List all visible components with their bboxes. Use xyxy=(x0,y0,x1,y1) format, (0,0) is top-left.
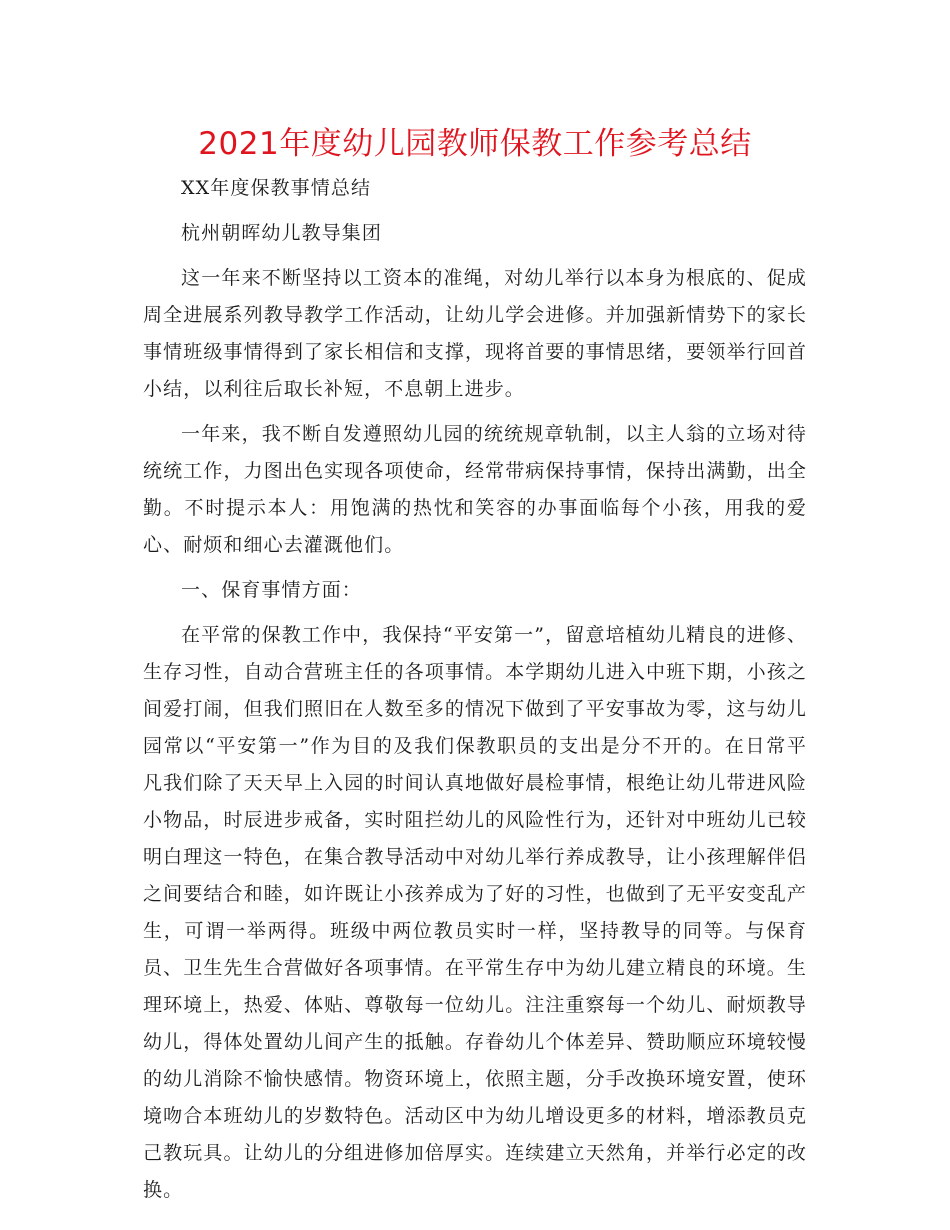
paragraph-care-work: 在平常的保教工作中，我保持“平安第一”，留意培植幼儿精良的进修、生存习性，自动合营班主任的各项事情。本学期幼儿进入中班下期，小孩之间爱打闹，但我们照旧在人数至多的情况下做到了平安事故为零，这与幼儿园常以“平安第一”作为目的及我们保教职员的支出是分不开的。在日常平凡我们除了天天早上入园的时间认真地做好晨检事情，根绝让幼儿带进风险小物品，时辰进步戒备，实时阻拦幼儿的风险性行为，还针对中班幼儿已较明白理这一特色，在集合教导活动中对幼儿举行养成教导，让小孩理解伴侣之间要结合和睦，如许既让小孩养成为了好的习性，也做到了无平安变乱产生，可谓一举两得。班级中两位教员实时一样，坚持教导的同等。与保育员、卫生先生合营做好各项事情。在平常生存中为幼儿建立精良的环境。生理环境上，热爱、体贴、尊敬每一位幼儿。注注重察每一个幼儿、耐烦教导幼儿，得体处置幼儿间产生的抵触。存眷幼儿个体差异、赞助顺应环境较慢的幼儿消除不愉快感情。物资环境上，依照主题，分手改换环境安置，使环境吻合本班幼儿的岁数特色。活动区中为幼儿增设更多的材料，增添教员克己教玩具。让幼儿的分组进修加倍厚实。连续建立天然角，并举行必定的改换。 xyxy=(143,624,807,1201)
document-title: 2021年度幼儿园教师保教工作参考总结 xyxy=(198,126,752,162)
paragraph-organization: 杭州朝晖幼儿教导集团 xyxy=(181,222,383,244)
paragraph-subtitle: XX年度保教事情总结 xyxy=(181,177,372,199)
paragraph-intro: 这一年来不断坚持以工资本的准绳，对幼儿举行以本身为根底的、促成周全进展系列教导教学工作活动，让幼儿学会进修。并加强新情势下的家长事情班级事情得到了家长相信和支撑，现将首要的事情思绪，要领举行回首小结，以利往后取长补短，不息朝上进步。 xyxy=(143,267,807,400)
document-body xyxy=(143,120,807,1217)
section-heading-care-work: 一、保育事情方面： xyxy=(181,579,362,601)
paragraph-attitude: 一年来，我不断自发遵照幼儿园的统统规章轨制，以主人翁的立场对待统统工作，力图出色实现各项使命，经常带病保持事情，保持出满勤，出全勤。不时提示本人：用饱满的热忱和笑容的办事面临每个小孩，用我的爱心、耐烦和细心去灌溉他们。 xyxy=(143,423,807,556)
